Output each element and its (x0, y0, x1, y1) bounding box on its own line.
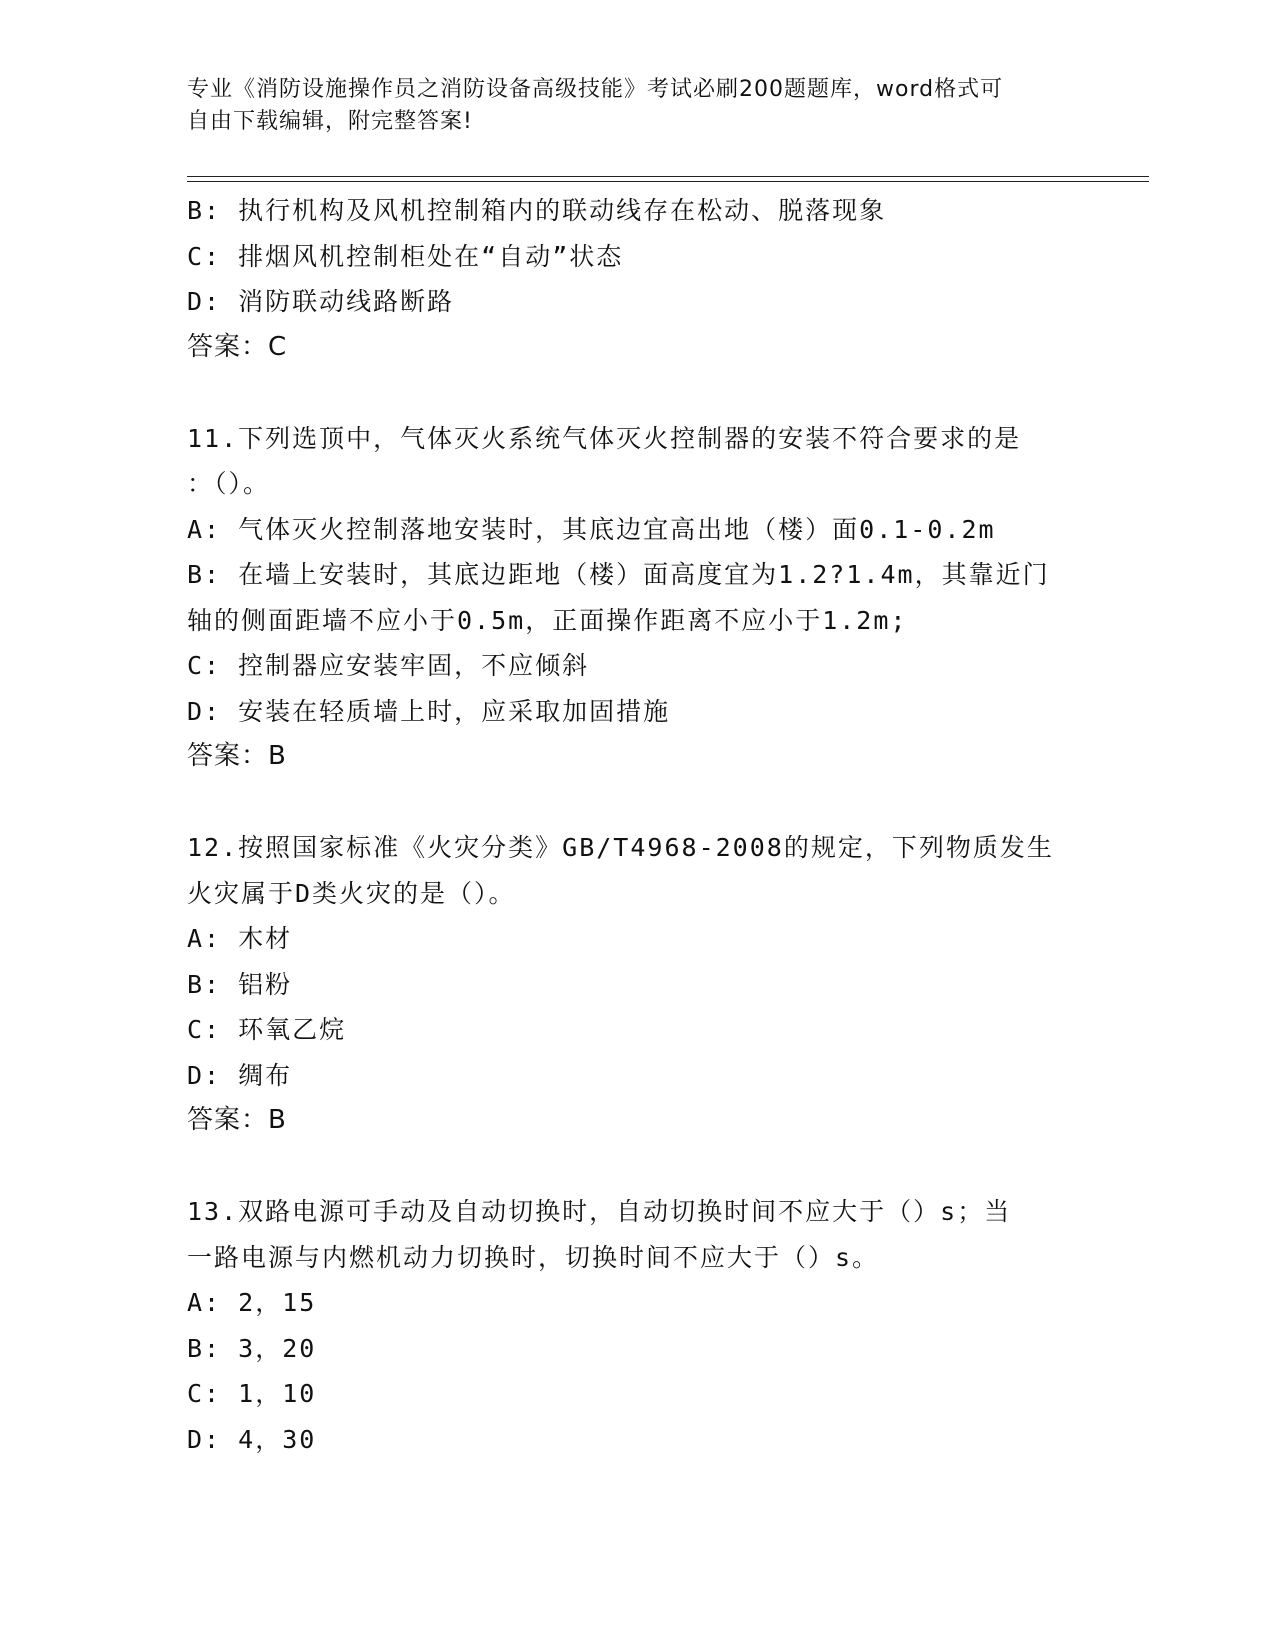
option-b-continued: 轴的侧面距墙不应小于0.5m，正面操作距离不应小于1.2m; (187, 605, 908, 635)
option-d: D: 消防联动线路断路 (187, 287, 455, 316)
question-stem-continued: 火灾属于D类火灾的是（）。 (187, 878, 516, 908)
option-b: B: 3，20 (187, 1333, 317, 1363)
option-d: D: 安装在轻质墙上时，应采取加固措施 (187, 696, 671, 726)
question-stem-continued: ：（）。 (187, 469, 271, 498)
option-c: C: 控制器应安装牢固，不应倾斜 (187, 651, 590, 680)
spacer (187, 780, 1087, 826)
option-a: A: 气体灭火控制落地安装时，其底边宜高出地（楼）面0.1-0.2m (187, 514, 996, 544)
question-stem: 12.按照国家标准《火灾分类》GB/T4968-2008的规定，下列物质发生 (187, 833, 1054, 862)
option-c: C: 1，10 (187, 1379, 317, 1408)
answer-line: 答案：B (187, 741, 287, 771)
spacer (187, 370, 1087, 416)
option-d: D: 4，30 (187, 1424, 317, 1454)
document-header (187, 74, 1067, 138)
question-stem-continued: 一路电源与内燃机动力切换时，切换时间不应大于（）s。 (187, 1242, 880, 1272)
question-13 (187, 1189, 1087, 1462)
spacer (187, 1144, 1087, 1190)
option-b: B: 执行机构及风机控制箱内的联动线存在松动、脱落现象 (187, 196, 887, 225)
question-stem: 13.双路电源可手动及自动切换时，自动切换时间不应大于（）s；当 (187, 1197, 1012, 1226)
question-stem: 11.下列选顶中，气体灭火系统气体灭火控制器的安装不符合要求的是 (187, 423, 1022, 453)
question-10 (187, 188, 1087, 370)
answer-line: 答案：B (187, 1105, 287, 1135)
header-line-1: 专业《消防设施操作员之消防设备高级技能》考试必刷200题题库，word格式可 (187, 77, 1004, 102)
option-c: C: 排烟风机控制柜处在“自动”状态 (187, 241, 624, 271)
answer-line: 答案：C (187, 331, 288, 362)
header-line-2: 自由下载编辑，附完整答案! (187, 109, 473, 134)
option-a: A: 木材 (187, 924, 293, 953)
question-list (187, 188, 1087, 1462)
option-d: D: 绸布 (187, 1060, 293, 1090)
question-12 (187, 825, 1087, 1144)
option-b: B: 铝粉 (187, 969, 293, 999)
header-divider (187, 176, 1149, 182)
option-a: A: 2，15 (187, 1288, 317, 1317)
question-11 (187, 416, 1087, 780)
option-c: C: 环氧乙烷 (187, 1015, 347, 1044)
option-b: B: 在墙上安装时，其底边距地（楼）面高度宜为1.2?1.4m，其靠近门 (187, 560, 1050, 589)
